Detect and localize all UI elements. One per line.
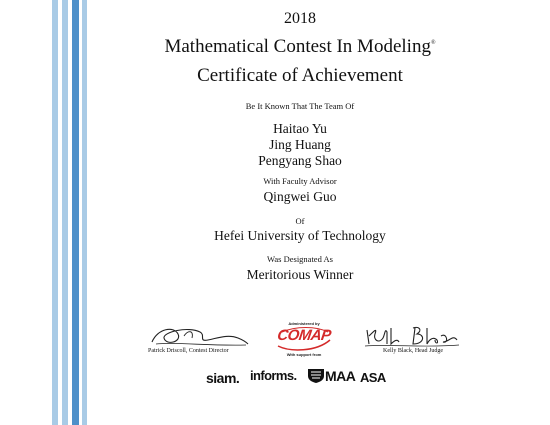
certificate-year: 2018 <box>284 10 316 27</box>
advisor-name: Qingwei Guo <box>263 189 337 204</box>
judge-signature <box>363 322 461 350</box>
award-title: Meritorious Winner <box>246 267 354 282</box>
certificate-subtitle: Certificate of Achievement <box>197 65 403 86</box>
team-member: Pengyang Shao <box>258 153 342 168</box>
support-from-label: With support from <box>286 352 322 357</box>
maa-shield-icon <box>306 368 326 384</box>
director-signature <box>148 320 252 350</box>
administered-by-label: Administered by <box>288 321 320 326</box>
comap-logo-text: COMAP <box>276 327 332 344</box>
contest-title-text: Mathematical Contest In Modeling <box>164 36 431 57</box>
stripe <box>62 0 68 425</box>
maa-logo: MAA <box>325 368 356 384</box>
director-caption: Patrick Driscoll, Contest Director <box>148 348 229 354</box>
stripe <box>72 0 79 425</box>
asa-logo: ASA <box>360 370 386 385</box>
team-member: Haitao Yu <box>273 121 327 136</box>
known-label: Be It Known That The Team Of <box>245 101 355 111</box>
informs-logo <box>250 367 296 385</box>
team-member: Jing Huang <box>269 137 331 152</box>
registered-mark: ® <box>430 40 436 46</box>
institution-name: Hefei University of Technology <box>214 228 386 243</box>
judge-caption: Kelly Black, Head Judge <box>383 348 443 354</box>
stripe <box>52 0 58 425</box>
contest-title <box>100 36 500 58</box>
stripe <box>82 0 87 425</box>
of-label: Of <box>295 216 305 226</box>
advisor-label: With Faculty Advisor <box>263 176 337 186</box>
informs-logo-text: informs. <box>250 368 297 383</box>
siam-logo: siam. <box>206 370 240 386</box>
designation-label: Was Designated As <box>267 254 333 264</box>
